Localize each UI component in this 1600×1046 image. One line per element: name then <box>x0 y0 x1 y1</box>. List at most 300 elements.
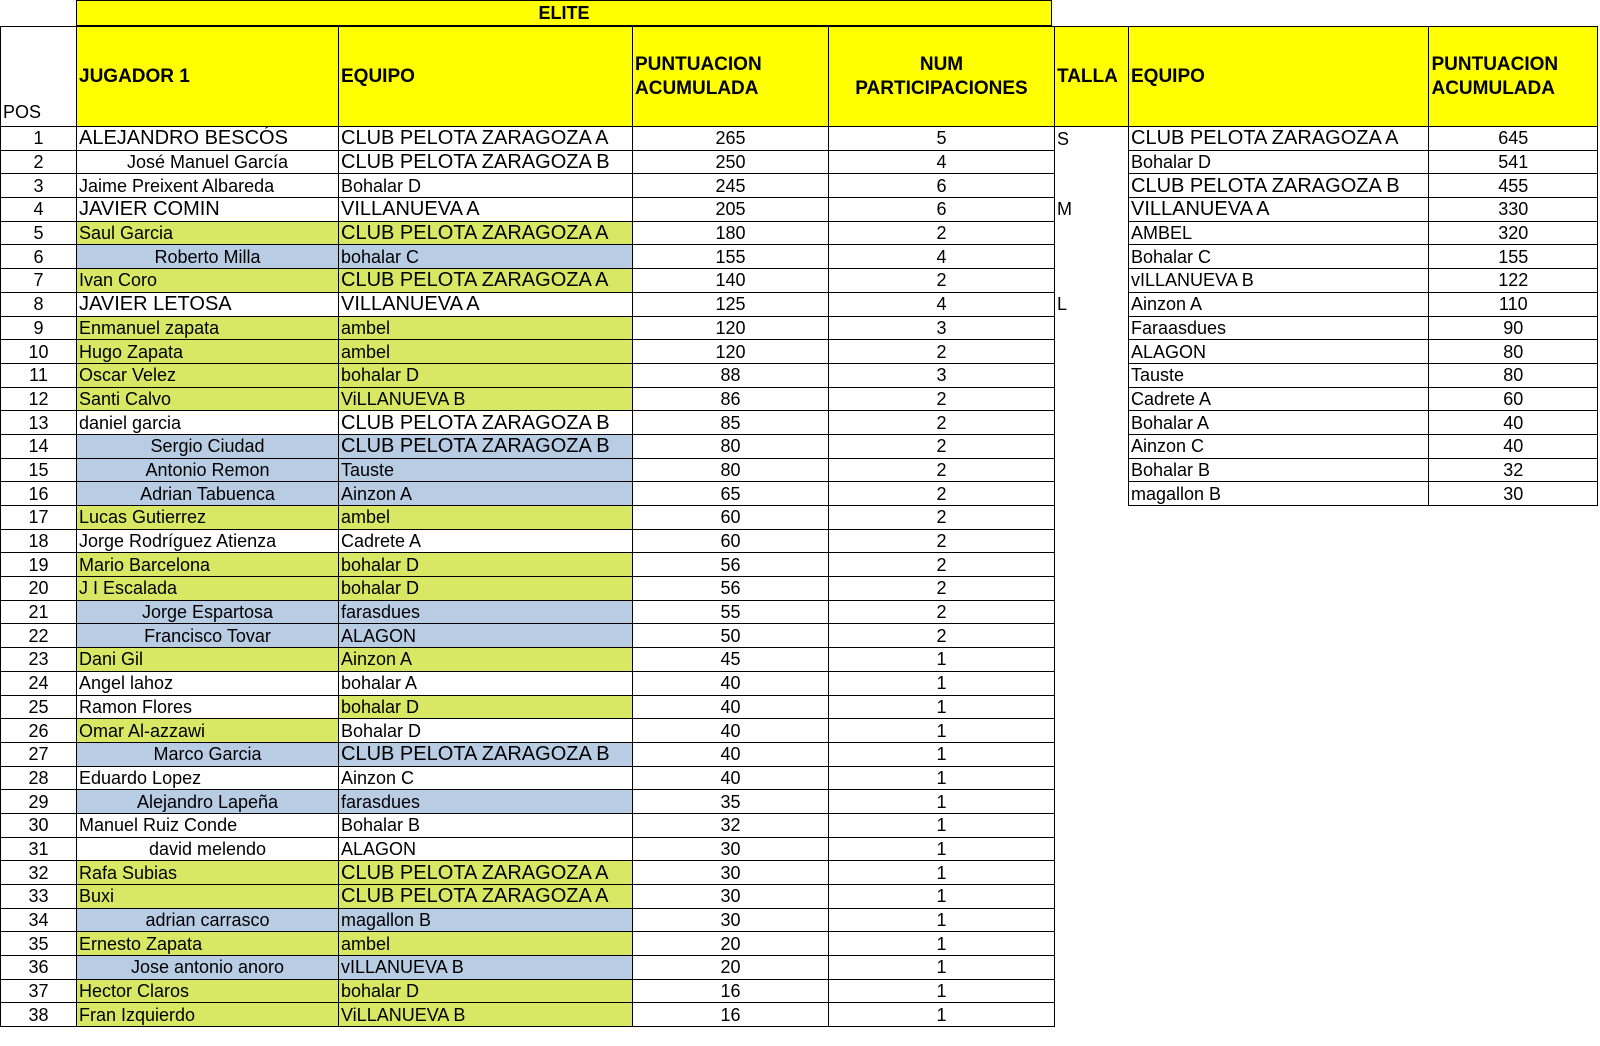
pos-cell[interactable]: 30 <box>1 813 77 837</box>
pos-cell[interactable]: 6 <box>1 245 77 269</box>
participaciones-cell[interactable]: 4 <box>829 292 1055 316</box>
team-puntuacion-cell[interactable]: 541 <box>1429 150 1598 174</box>
participaciones-cell[interactable]: 2 <box>829 553 1055 577</box>
equipo-cell[interactable]: CLUB PELOTA ZARAGOZA A <box>339 127 633 151</box>
team-puntuacion-cell[interactable]: 40 <box>1429 411 1598 435</box>
participaciones-cell[interactable]: 2 <box>829 600 1055 624</box>
pos-cell[interactable]: 16 <box>1 482 77 506</box>
equipo-cell[interactable]: ALAGON <box>339 837 633 861</box>
equipo-cell[interactable]: VILLANUEVA A <box>339 292 633 316</box>
puntuacion-cell[interactable]: 80 <box>633 434 829 458</box>
participaciones-cell[interactable]: 2 <box>829 269 1055 293</box>
puntuacion-header[interactable] <box>633 27 829 127</box>
jugador-cell[interactable]: Marco Garcia <box>77 742 339 766</box>
equipo-cell[interactable]: bohalar D <box>339 577 633 601</box>
equipo-cell[interactable]: ViLLANUEVA B <box>339 1003 633 1027</box>
team-puntuacion-cell[interactable]: 645 <box>1429 127 1598 151</box>
participaciones-cell[interactable]: 1 <box>829 956 1055 980</box>
talla-cell[interactable] <box>1055 861 1129 885</box>
team-puntuacion-cell[interactable]: 60 <box>1429 387 1598 411</box>
jugador-cell[interactable]: JAVIER COMIN <box>77 198 339 222</box>
talla-cell[interactable] <box>1055 245 1129 269</box>
talla-cell[interactable] <box>1055 624 1129 648</box>
jugador-cell[interactable]: Fran Izquierdo <box>77 1003 339 1027</box>
talla-cell[interactable] <box>1055 458 1129 482</box>
participaciones-cell[interactable]: 1 <box>829 908 1055 932</box>
equipo-cell[interactable]: CLUB PELOTA ZARAGOZA A <box>339 269 633 293</box>
pos-cell[interactable]: 28 <box>1 766 77 790</box>
talla-cell[interactable] <box>1055 908 1129 932</box>
team-row <box>1129 150 1598 174</box>
puntuacion-cell[interactable]: 30 <box>633 885 829 909</box>
pos-cell[interactable]: 31 <box>1 837 77 861</box>
equipo-cell[interactable]: Cadrete A <box>339 529 633 553</box>
jugador-cell[interactable]: Buxi <box>77 885 339 909</box>
participaciones-cell[interactable]: 6 <box>829 198 1055 222</box>
puntuacion-cell[interactable]: 155 <box>633 245 829 269</box>
talla-cell[interactable] <box>1055 695 1129 719</box>
table-row <box>1 648 1055 672</box>
talla-cell[interactable] <box>1055 553 1129 577</box>
talla-cell[interactable] <box>1055 742 1129 766</box>
team-equipo-cell[interactable]: Bohalar A <box>1129 411 1429 435</box>
puntuacion-cell[interactable]: 32 <box>633 813 829 837</box>
pos-cell[interactable]: 8 <box>1 292 77 316</box>
equipo-cell[interactable]: CLUB PELOTA ZARAGOZA A <box>339 861 633 885</box>
team-equipo-cell[interactable]: ALAGON <box>1129 340 1429 364</box>
equipo-cell[interactable]: Tauste <box>339 458 633 482</box>
puntuacion-cell[interactable]: 40 <box>633 695 829 719</box>
pos-cell[interactable]: 18 <box>1 529 77 553</box>
puntuacion-cell[interactable]: 20 <box>633 956 829 980</box>
pos-cell[interactable]: 34 <box>1 908 77 932</box>
pos-cell[interactable]: 24 <box>1 671 77 695</box>
jugador-cell[interactable]: Mario Barcelona <box>77 553 339 577</box>
team-puntuacion-cell[interactable]: 32 <box>1429 458 1598 482</box>
puntuacion-cell[interactable]: 80 <box>633 458 829 482</box>
pos-cell[interactable]: 4 <box>1 198 77 222</box>
talla-cell[interactable] <box>1055 316 1129 340</box>
team-puntuacion-cell[interactable]: 90 <box>1429 316 1598 340</box>
equipo-cell[interactable]: farasdues <box>339 600 633 624</box>
pos-cell[interactable]: 9 <box>1 316 77 340</box>
talla-row <box>1055 434 1129 458</box>
pos-cell[interactable]: 19 <box>1 553 77 577</box>
puntuacion-cell[interactable]: 20 <box>633 932 829 956</box>
jugador-cell[interactable]: Sergio Ciudad <box>77 434 339 458</box>
puntuacion-cell[interactable]: 120 <box>633 340 829 364</box>
puntuacion-cell[interactable]: 140 <box>633 269 829 293</box>
pos-cell[interactable]: 13 <box>1 411 77 435</box>
talla-cell[interactable] <box>1055 600 1129 624</box>
team-puntuacion-cell[interactable]: 320 <box>1429 221 1598 245</box>
equipo-cell[interactable]: CLUB PELOTA ZARAGOZA A <box>339 885 633 909</box>
pos-cell[interactable]: 27 <box>1 742 77 766</box>
participaciones-cell[interactable]: 1 <box>829 648 1055 672</box>
puntuacion-cell[interactable]: 35 <box>633 790 829 814</box>
talla-row <box>1055 363 1129 387</box>
participaciones-cell[interactable]: 1 <box>829 932 1055 956</box>
jugador-cell[interactable]: Angel lahoz <box>77 671 339 695</box>
team-puntuacion-cell[interactable]: 30 <box>1429 482 1598 506</box>
team-puntuacion-cell[interactable]: 110 <box>1429 292 1598 316</box>
participaciones-cell[interactable]: 2 <box>829 411 1055 435</box>
equipo-cell[interactable]: CLUB PELOTA ZARAGOZA A <box>339 221 633 245</box>
talla-cell[interactable] <box>1055 979 1129 1003</box>
participaciones-cell[interactable]: 3 <box>829 363 1055 387</box>
jugador-cell[interactable]: ALEJANDRO BESCÓS <box>77 127 339 151</box>
participaciones-cell[interactable]: 1 <box>829 671 1055 695</box>
jugador-cell[interactable]: Jorge Rodríguez Atienza <box>77 529 339 553</box>
pos-cell[interactable]: 26 <box>1 719 77 743</box>
talla-cell[interactable] <box>1055 719 1129 743</box>
talla-cell[interactable] <box>1055 648 1129 672</box>
jugador-cell[interactable]: Ernesto Zapata <box>77 932 339 956</box>
participaciones-cell[interactable]: 2 <box>829 529 1055 553</box>
puntuacion-cell[interactable]: 65 <box>633 482 829 506</box>
jugador-cell[interactable]: Ivan Coro <box>77 269 339 293</box>
puntuacion-cell[interactable]: 40 <box>633 671 829 695</box>
participaciones-cell[interactable]: 1 <box>829 790 1055 814</box>
puntuacion-cell[interactable]: 30 <box>633 908 829 932</box>
participaciones-cell[interactable]: 1 <box>829 1003 1055 1027</box>
jugador-cell[interactable]: Manuel Ruiz Conde <box>77 813 339 837</box>
jugador-cell[interactable]: Lucas Gutierrez <box>77 506 339 530</box>
team-equipo-cell[interactable]: Ainzon A <box>1129 292 1429 316</box>
jugador-cell[interactable]: daniel garcia <box>77 411 339 435</box>
participaciones-cell[interactable]: 2 <box>829 434 1055 458</box>
team-puntuacion-cell[interactable]: 330 <box>1429 198 1598 222</box>
puntuacion-cell[interactable]: 45 <box>633 648 829 672</box>
equipo-cell[interactable]: CLUB PELOTA ZARAGOZA B <box>339 742 633 766</box>
equipo-cell[interactable]: ViLLANUEVA B <box>339 387 633 411</box>
jugador-cell[interactable]: JAVIER LETOSA <box>77 292 339 316</box>
team-equipo-cell[interactable]: VILLANUEVA A <box>1129 198 1429 222</box>
equipo-cell[interactable]: CLUB PELOTA ZARAGOZA B <box>339 411 633 435</box>
pos-cell[interactable]: 33 <box>1 885 77 909</box>
table-row <box>1 577 1055 601</box>
equipo-cell[interactable]: Bohalar D <box>339 174 633 198</box>
puntuacion-cell[interactable]: 16 <box>633 1003 829 1027</box>
talla-cell[interactable] <box>1055 932 1129 956</box>
participaciones-cell[interactable]: 4 <box>829 150 1055 174</box>
puntuacion-cell[interactable]: 250 <box>633 150 829 174</box>
participaciones-cell[interactable]: 1 <box>829 766 1055 790</box>
participaciones-cell[interactable]: 2 <box>829 458 1055 482</box>
talla-cell[interactable] <box>1055 340 1129 364</box>
jugador-cell[interactable]: Omar Al-azzawi <box>77 719 339 743</box>
pos-cell[interactable]: 10 <box>1 340 77 364</box>
jugador-cell[interactable]: Jaime Preixent Albareda <box>77 174 339 198</box>
equipo-cell[interactable]: magallon B <box>339 908 633 932</box>
jugador-cell[interactable]: Francisco Tovar <box>77 624 339 648</box>
puntuacion-cell[interactable]: 40 <box>633 766 829 790</box>
talla-row <box>1055 695 1129 719</box>
talla-cell[interactable] <box>1055 411 1129 435</box>
jugador-cell[interactable]: Roberto Milla <box>77 245 339 269</box>
participaciones-cell[interactable]: 4 <box>829 245 1055 269</box>
pos-cell[interactable]: 37 <box>1 979 77 1003</box>
talla-row <box>1055 245 1129 269</box>
talla-row <box>1055 529 1129 553</box>
team-puntuacion-line2: ACUMULADA <box>1431 77 1555 99</box>
pos-cell[interactable]: 17 <box>1 506 77 530</box>
team-puntuacion-cell[interactable]: 80 <box>1429 363 1598 387</box>
equipo-cell[interactable]: vILLANUEVA B <box>339 956 633 980</box>
participaciones-cell[interactable]: 1 <box>829 837 1055 861</box>
team-row <box>1129 198 1598 222</box>
table-row <box>1 221 1055 245</box>
puntuacion-cell[interactable]: 265 <box>633 127 829 151</box>
team-equipo-cell[interactable]: AMBEL <box>1129 221 1429 245</box>
puntuacion-cell[interactable]: 56 <box>633 577 829 601</box>
equipo-cell[interactable]: bohalar D <box>339 979 633 1003</box>
jugador-cell[interactable]: Jorge Espartosa <box>77 600 339 624</box>
talla-cell[interactable] <box>1055 529 1129 553</box>
talla-row <box>1055 956 1129 980</box>
talla-cell[interactable] <box>1055 387 1129 411</box>
puntuacion-cell[interactable]: 205 <box>633 198 829 222</box>
participaciones-cell[interactable]: 1 <box>829 742 1055 766</box>
participaciones-cell[interactable]: 2 <box>829 577 1055 601</box>
talla-cell[interactable] <box>1055 174 1129 198</box>
team-equipo-cell[interactable]: Bohalar B <box>1129 458 1429 482</box>
pos-cell[interactable]: 7 <box>1 269 77 293</box>
pos-cell[interactable]: 32 <box>1 861 77 885</box>
talla-cell[interactable] <box>1055 269 1129 293</box>
talla-cell[interactable] <box>1055 506 1129 530</box>
participaciones-cell[interactable]: 1 <box>829 695 1055 719</box>
jugador-cell[interactable]: Enmanuel zapata <box>77 316 339 340</box>
team-puntuacion-cell[interactable]: 122 <box>1429 269 1598 293</box>
pos-cell[interactable]: 29 <box>1 790 77 814</box>
team-puntuacion-cell[interactable]: 155 <box>1429 245 1598 269</box>
equipo-cell[interactable]: bohalar C <box>339 245 633 269</box>
talla-cell[interactable] <box>1055 790 1129 814</box>
team-equipo-cell[interactable]: Cadrete A <box>1129 387 1429 411</box>
participaciones-cell[interactable]: 2 <box>829 221 1055 245</box>
team-puntuacion-cell[interactable]: 455 <box>1429 174 1598 198</box>
team-equipo-cell[interactable]: Ainzon C <box>1129 434 1429 458</box>
equipo-cell[interactable]: Ainzon C <box>339 766 633 790</box>
equipo-cell[interactable]: bohalar A <box>339 671 633 695</box>
team-equipo-cell[interactable]: vILLANUEVA B <box>1129 269 1429 293</box>
talla-cell[interactable] <box>1055 837 1129 861</box>
team-equipo-cell[interactable]: Bohalar C <box>1129 245 1429 269</box>
team-equipo-cell[interactable]: magallon B <box>1129 482 1429 506</box>
participaciones-cell[interactable]: 2 <box>829 387 1055 411</box>
talla-cell[interactable] <box>1055 1003 1129 1027</box>
participaciones-cell[interactable]: 1 <box>829 885 1055 909</box>
puntuacion-cell[interactable]: 60 <box>633 506 829 530</box>
talla-cell[interactable]: L <box>1055 292 1129 316</box>
table-row <box>1 292 1055 316</box>
pos-cell[interactable]: 22 <box>1 624 77 648</box>
talla-header[interactable]: TALLA <box>1055 27 1129 127</box>
jugador-cell[interactable]: Ramon Flores <box>77 695 339 719</box>
puntuacion-cell[interactable]: 180 <box>633 221 829 245</box>
participaciones-cell[interactable]: 2 <box>829 340 1055 364</box>
participaciones-cell[interactable]: 6 <box>829 174 1055 198</box>
team-row <box>1129 221 1598 245</box>
jugador-cell[interactable]: Adrian Tabuenca <box>77 482 339 506</box>
participaciones-cell[interactable]: 2 <box>829 482 1055 506</box>
pos-cell[interactable]: 15 <box>1 458 77 482</box>
pos-cell[interactable]: 35 <box>1 932 77 956</box>
puntuacion-cell[interactable]: 85 <box>633 411 829 435</box>
equipo-cell[interactable]: Ainzon A <box>339 648 633 672</box>
table-row <box>1 979 1055 1003</box>
pos-cell[interactable]: 3 <box>1 174 77 198</box>
puntuacion-cell[interactable]: 30 <box>633 861 829 885</box>
talla-cell[interactable] <box>1055 577 1129 601</box>
team-row <box>1129 316 1598 340</box>
equipo-cell[interactable]: ambel <box>339 506 633 530</box>
puntuacion-cell[interactable]: 16 <box>633 979 829 1003</box>
talla-row <box>1055 316 1129 340</box>
equipo-cell[interactable]: CLUB PELOTA ZARAGOZA B <box>339 150 633 174</box>
talla-row <box>1055 411 1129 435</box>
table-row <box>1 1003 1055 1027</box>
equipo-cell[interactable]: ALAGON <box>339 624 633 648</box>
puntuacion-cell[interactable]: 125 <box>633 292 829 316</box>
talla-cell[interactable] <box>1055 482 1129 506</box>
jugador-cell[interactable]: Santi Calvo <box>77 387 339 411</box>
equipo-cell[interactable]: VILLANUEVA A <box>339 198 633 222</box>
team-equipo-cell[interactable]: Tauste <box>1129 363 1429 387</box>
puntuacion-cell[interactable]: 245 <box>633 174 829 198</box>
participaciones-cell[interactable]: 1 <box>829 719 1055 743</box>
equipo-cell[interactable]: ambel <box>339 932 633 956</box>
pos-cell[interactable]: 2 <box>1 150 77 174</box>
equipo-cell[interactable]: farasdues <box>339 790 633 814</box>
pos-cell[interactable]: 5 <box>1 221 77 245</box>
team-equipo-cell[interactable]: Faraasdues <box>1129 316 1429 340</box>
pos-cell[interactable]: 14 <box>1 434 77 458</box>
participaciones-cell[interactable]: 5 <box>829 127 1055 151</box>
pos-cell[interactable]: 20 <box>1 577 77 601</box>
team-equipo-cell[interactable]: Bohalar D <box>1129 150 1429 174</box>
pos-cell[interactable]: 23 <box>1 648 77 672</box>
talla-row <box>1055 1003 1129 1027</box>
jugador-cell[interactable]: Saul Garcia <box>77 221 339 245</box>
equipo-cell[interactable]: Bohalar B <box>339 813 633 837</box>
pos-cell[interactable]: 25 <box>1 695 77 719</box>
jugador-cell[interactable]: Jose antonio anoro <box>77 956 339 980</box>
team-equipo-cell[interactable]: CLUB PELOTA ZARAGOZA B <box>1129 174 1429 198</box>
table-row <box>1 363 1055 387</box>
team-equipo-cell[interactable]: CLUB PELOTA ZARAGOZA A <box>1129 127 1429 151</box>
talla-row <box>1055 837 1129 861</box>
talla-cell[interactable] <box>1055 150 1129 174</box>
team-equipo-header[interactable]: EQUIPO <box>1129 27 1429 127</box>
puntuacion-cell[interactable]: 40 <box>633 742 829 766</box>
jugador-cell[interactable]: david melendo <box>77 837 339 861</box>
table-row <box>1 387 1055 411</box>
table-row <box>1 624 1055 648</box>
talla-cell[interactable]: M <box>1055 198 1129 222</box>
puntuacion-cell[interactable]: 40 <box>633 719 829 743</box>
talla-row <box>1055 340 1129 364</box>
participaciones-cell[interactable]: 2 <box>829 506 1055 530</box>
puntuacion-cell[interactable]: 56 <box>633 553 829 577</box>
talla-cell[interactable] <box>1055 956 1129 980</box>
table-row <box>1 434 1055 458</box>
participaciones-cell[interactable]: 2 <box>829 624 1055 648</box>
equipo-cell[interactable]: Bohalar D <box>339 719 633 743</box>
participaciones-cell[interactable]: 1 <box>829 979 1055 1003</box>
jugador-header[interactable]: JUGADOR 1 <box>77 27 339 127</box>
participaciones-cell[interactable]: 1 <box>829 861 1055 885</box>
pos-cell[interactable]: 38 <box>1 1003 77 1027</box>
pos-cell[interactable]: 11 <box>1 363 77 387</box>
talla-cell[interactable] <box>1055 434 1129 458</box>
jugador-cell[interactable]: Hector Claros <box>77 979 339 1003</box>
equipo-cell[interactable]: bohalar D <box>339 695 633 719</box>
jugador-cell[interactable]: Dani Gil <box>77 648 339 672</box>
table-row <box>1 458 1055 482</box>
team-puntuacion-header[interactable] <box>1429 27 1598 127</box>
team-puntuacion-cell[interactable]: 80 <box>1429 340 1598 364</box>
equipo-cell[interactable]: Ainzon A <box>339 482 633 506</box>
puntuacion-cell[interactable]: 60 <box>633 529 829 553</box>
jugador-cell[interactable]: J I Escalada <box>77 577 339 601</box>
equipo-cell[interactable]: CLUB PELOTA ZARAGOZA B <box>339 434 633 458</box>
table-row <box>1 127 1055 151</box>
num-participaciones-header[interactable] <box>829 27 1055 127</box>
participaciones-cell[interactable]: 1 <box>829 813 1055 837</box>
puntuacion-cell[interactable]: 88 <box>633 363 829 387</box>
table-row <box>1 340 1055 364</box>
puntuacion-cell[interactable]: 50 <box>633 624 829 648</box>
talla-cell[interactable] <box>1055 671 1129 695</box>
jugador-cell[interactable]: Rafa Subias <box>77 861 339 885</box>
jugador-cell[interactable]: Eduardo Lopez <box>77 766 339 790</box>
pos-cell[interactable]: 36 <box>1 956 77 980</box>
participaciones-cell[interactable]: 3 <box>829 316 1055 340</box>
pos-cell[interactable]: 1 <box>1 127 77 151</box>
equipo-cell[interactable]: ambel <box>339 316 633 340</box>
team-ranking-table <box>1128 26 1598 506</box>
equipo-cell[interactable]: bohalar D <box>339 363 633 387</box>
puntuacion-cell[interactable]: 30 <box>633 837 829 861</box>
puntuacion-cell[interactable]: 120 <box>633 316 829 340</box>
jugador-cell[interactable]: Oscar Velez <box>77 363 339 387</box>
talla-cell[interactable] <box>1055 885 1129 909</box>
talla-cell[interactable]: S <box>1055 127 1129 151</box>
puntuacion-cell[interactable]: 55 <box>633 600 829 624</box>
equipo-cell[interactable]: ambel <box>339 340 633 364</box>
equipo-cell[interactable]: bohalar D <box>339 553 633 577</box>
jugador-cell[interactable]: Hugo Zapata <box>77 340 339 364</box>
talla-cell[interactable] <box>1055 221 1129 245</box>
jugador-cell[interactable]: Antonio Remon <box>77 458 339 482</box>
talla-cell[interactable] <box>1055 363 1129 387</box>
equipo-header[interactable]: EQUIPO <box>339 27 633 127</box>
pos-cell[interactable]: 21 <box>1 600 77 624</box>
talla-cell[interactable] <box>1055 813 1129 837</box>
jugador-cell[interactable]: adrian carrasco <box>77 908 339 932</box>
talla-cell[interactable] <box>1055 766 1129 790</box>
team-puntuacion-cell[interactable]: 40 <box>1429 434 1598 458</box>
puntuacion-cell[interactable]: 86 <box>633 387 829 411</box>
pos-cell[interactable]: 12 <box>1 387 77 411</box>
jugador-cell[interactable]: Alejandro Lapeña <box>77 790 339 814</box>
num-header-line1: NUM <box>919 53 964 75</box>
jugador-cell[interactable]: José Manuel García <box>77 150 339 174</box>
pos-header[interactable]: POS <box>1 27 77 127</box>
elite-banner[interactable]: ELITE <box>76 0 1052 26</box>
